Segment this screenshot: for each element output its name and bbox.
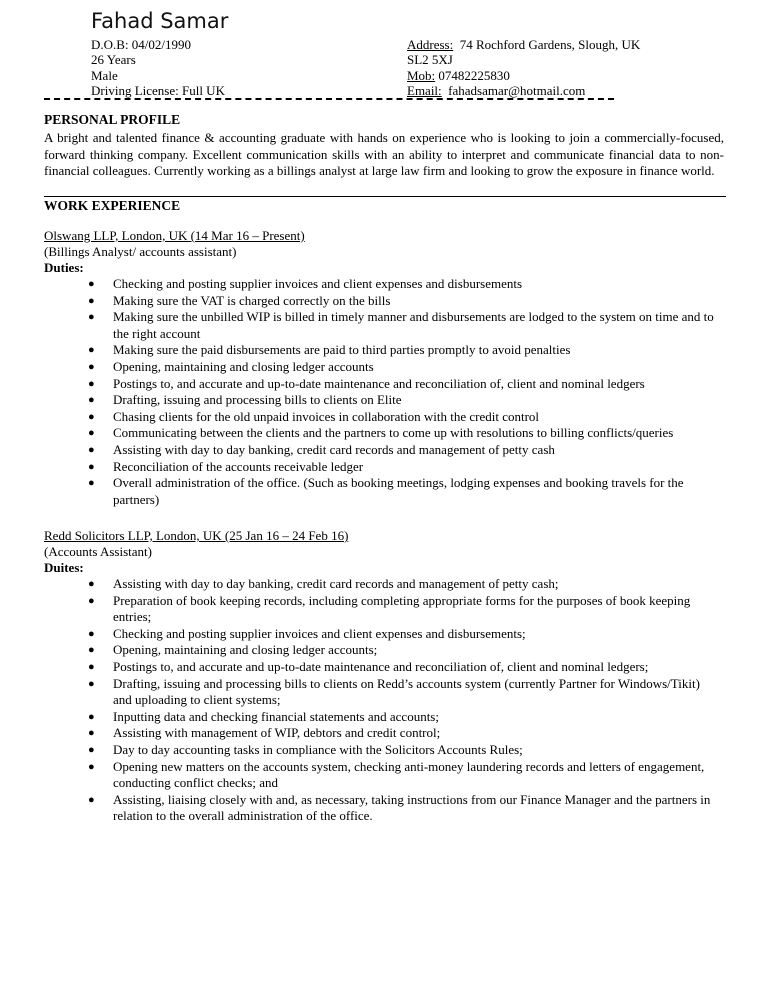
job1-employer: Olswang LLP, London, UK (14 Mar 16 – Present): [44, 228, 305, 243]
duty-text: Day to day accounting tasks in compliance with the Solicitors Accounts Rules;: [113, 741, 523, 757]
list-item: [0, 593, 718, 626]
bullet-icon: ●: [88, 677, 95, 690]
list-item: [0, 309, 718, 342]
duty-text: Assisting with management of WIP, debtors and credit control;: [113, 725, 441, 741]
bullet-icon: ●: [88, 594, 95, 607]
duty-text: Overall administration of the office. (Such as booking meetings, lodging expenses and booking travels for the partners): [113, 475, 684, 507]
list-item: [0, 392, 718, 409]
bullet-icon: ●: [88, 377, 95, 390]
duty-text: Drafting, issuing and processing bills to clients on Redd’s accounts system (currently Partner for Windows/Tikit) and uploading to client systems;: [113, 675, 700, 708]
list-item: [0, 742, 718, 759]
bullet-icon: ●: [88, 477, 95, 490]
duty-text: Postings to, and accurate and up-to-date maintenance and reconciliation of, client and nominal ledgers: [113, 375, 645, 391]
bullet-icon: ●: [88, 460, 95, 473]
list-item: [0, 642, 718, 659]
list-item: [0, 759, 718, 792]
list-item: [0, 676, 718, 709]
job1-role: (Billings Analyst/ accounts assistant): [44, 244, 237, 259]
duty-text: Opening new matters on the accounts system, checking anti-money laundering records and letters of engagement, conducting conflict checks; and: [113, 758, 705, 791]
gender: Male: [91, 68, 118, 83]
duty-text: Making sure the paid disbursements are paid to third parties promptly to avoid penalties: [113, 342, 571, 358]
bullet-icon: ●: [88, 294, 95, 307]
section-rule: [44, 196, 726, 197]
profile-heading: PERSONAL PROFILE: [44, 112, 181, 127]
list-item: [0, 725, 718, 742]
duty-text: Chasing clients for the old unpaid invoices in collaboration with the credit control: [113, 408, 540, 424]
bullet-icon: ●: [88, 311, 95, 324]
bullet-icon: ●: [88, 743, 95, 756]
email-value: fahadsamar@hotmail.com: [448, 83, 586, 98]
duty-text: Opening, maintaining and closing ledger accounts;: [113, 642, 378, 658]
list-item: [0, 409, 718, 426]
duty-text: Communicating between the clients and the partners to come up with resolutions to billing conflicts/queries: [113, 425, 674, 441]
list-item: [0, 475, 718, 508]
duty-text: Assisting, liaising closely with and, as necessary, taking instructions from our Finance Manager and the partners in relation to the overall administration of the office.: [113, 791, 711, 824]
driving-license: Driving License: Full UK: [91, 83, 225, 98]
job1-duties-list: [0, 276, 768, 508]
list-item: [0, 276, 718, 293]
age: 26 Years: [91, 52, 136, 67]
bullet-icon: ●: [88, 578, 95, 590]
list-item: [0, 342, 718, 359]
duty-text: Assisting with day to day banking, credit card records and management of petty cash;: [113, 576, 559, 591]
bullet-icon: ●: [88, 710, 95, 723]
duty-text: Assisting with day to day banking, credit card records and management of petty cash: [113, 441, 555, 457]
list-item: [0, 442, 718, 459]
candidate-name: Fahad Samar: [91, 9, 229, 33]
bullet-icon: ●: [88, 793, 95, 806]
list-item: [0, 659, 718, 676]
bullet-icon: ●: [88, 644, 95, 657]
address-label: Address:: [407, 37, 454, 52]
job2-employer: Redd Solicitors LLP, London, UK (25 Jan 16 – 24 Feb 16): [44, 528, 349, 543]
job2-role: (Accounts Assistant): [44, 544, 152, 559]
list-item: [0, 293, 718, 310]
list-item: [0, 709, 718, 726]
list-item: [0, 425, 718, 442]
list-item: [0, 459, 718, 476]
bullet-icon: ●: [88, 344, 95, 357]
dashed-divider: [44, 98, 614, 100]
email-label: Email:: [407, 83, 442, 98]
list-item: [0, 792, 718, 825]
duty-text: Checking and posting supplier invoices and client expenses and disbursements;: [113, 625, 526, 641]
mob-label: Mob:: [407, 68, 436, 83]
email: [407, 83, 585, 99]
bullet-icon: ●: [88, 278, 95, 290]
bullet-icon: ●: [88, 443, 95, 456]
bullet-icon: ●: [88, 727, 95, 740]
address-value: 74 Rochford Gardens, Slough, UK: [459, 37, 641, 52]
bullet-icon: ●: [88, 427, 95, 440]
address-line1: [407, 37, 640, 53]
bullet-icon: ●: [88, 660, 95, 673]
duty-text: Inputting data and checking financial statements and accounts;: [113, 708, 439, 724]
profile-text: A bright and talented finance & accounting graduate with hands on experience who is looking to join a commercially-focused, forward thinking company. Excellent communication skills with an ability to interpret and communicate financial data to non-financial colleagues. Currently working as a billings analyst at large law firm and looking to grow the exposure in finance world.: [44, 130, 724, 178]
mob-value: 07482225830: [438, 68, 510, 83]
duty-text: Preparation of book keeping records, including completing appropriate forms for the purposes of book keeping entries;: [113, 592, 691, 625]
bullet-icon: ●: [88, 360, 95, 373]
duty-text: Drafting, issuing and processing bills to clients on Elite: [113, 392, 402, 408]
job2-duties-label: Duites:: [44, 560, 84, 575]
duty-text: Reconciliation of the accounts receivable ledger: [113, 458, 364, 474]
duty-text: Making sure the unbilled WIP is billed in timely manner and disbursements are lodged to the system on time and to the right account: [113, 309, 714, 341]
list-item: [0, 376, 718, 393]
bullet-icon: ●: [88, 627, 95, 640]
duty-text: Postings to, and accurate and up-to-date maintenance and reconciliation of, client and nominal ledgers;: [113, 658, 649, 674]
bullet-icon: ●: [88, 394, 95, 407]
duty-text: Making sure the VAT is charged correctly on the bills: [113, 292, 391, 308]
job2-duties-list: [0, 576, 768, 825]
address-line2: SL2 5XJ: [407, 52, 453, 67]
duty-text: Checking and posting supplier invoices and client expenses and disbursements: [113, 276, 523, 291]
list-item: [0, 576, 718, 593]
mobile: [407, 68, 510, 84]
bullet-icon: ●: [88, 760, 95, 773]
job1-duties-label: Duties:: [44, 260, 84, 275]
work-heading: WORK EXPERIENCE: [44, 198, 181, 213]
list-item: [0, 626, 718, 643]
duty-text: Opening, maintaining and closing ledger accounts: [113, 358, 374, 374]
list-item: [0, 359, 718, 376]
bullet-icon: ●: [88, 410, 95, 423]
dob: D.O.B: 04/02/1990: [91, 37, 192, 52]
